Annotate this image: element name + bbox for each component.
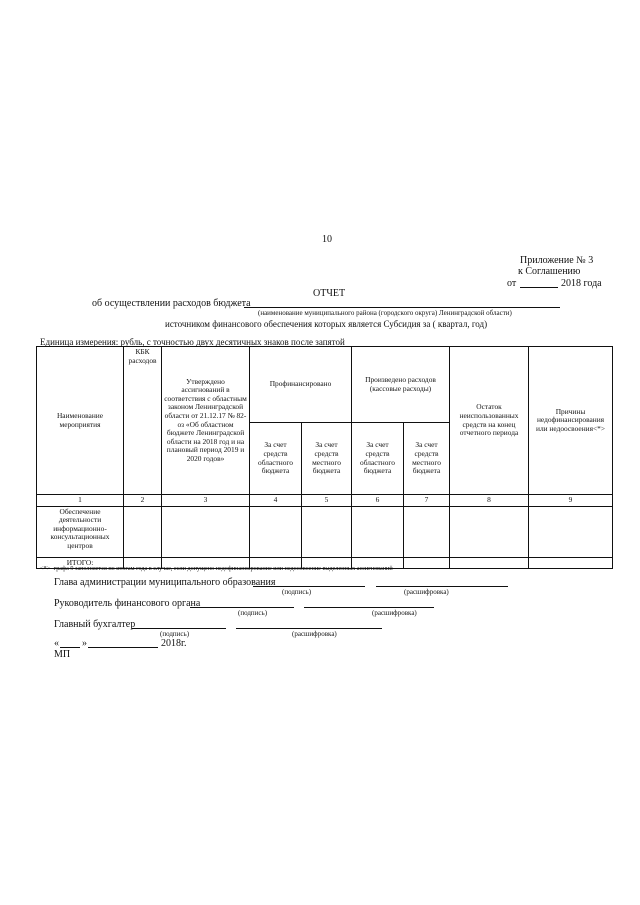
col-number: 2 <box>124 495 162 507</box>
table-cell <box>302 506 352 557</box>
table-cell <box>124 506 162 557</box>
table-cell <box>450 557 529 569</box>
appendix-line2: к Соглашению <box>518 266 581 277</box>
signature-accountant-decode-line <box>236 628 382 629</box>
budget-name-line <box>244 307 560 308</box>
appendix-date-prefix: от <box>507 278 517 289</box>
table-cell <box>162 506 250 557</box>
header-financed: Профинансировано <box>250 347 352 423</box>
col-number: 6 <box>352 495 404 507</box>
date-month-line <box>88 647 158 648</box>
header-spent-regional: За счет средств областного бюджета <box>352 423 404 495</box>
col-number: 3 <box>162 495 250 507</box>
signature-head-decode-line <box>376 586 508 587</box>
header-financed-regional: За счет средств областного бюджета <box>250 423 302 495</box>
signature-finance-label: Руководитель финансового органа <box>54 598 201 609</box>
budget-name-hint: (наименование муниципального района (городского округа) Ленинградской области) <box>258 309 512 317</box>
decode-hint: (расшифровка) <box>372 609 417 617</box>
report-source-line: источником финансового обеспечения которых является Субсидия за ( квартал, год) <box>165 319 488 329</box>
header-kbk: КБК расходов <box>124 347 162 495</box>
table-cell <box>450 506 529 557</box>
signature-head-line <box>253 586 365 587</box>
signature-finance-line <box>190 607 294 608</box>
header-financed-local: За счет средств местного бюджета <box>302 423 352 495</box>
col-number: 8 <box>450 495 529 507</box>
header-spent: Произведено расходов (кассовые расходы) <box>352 347 450 423</box>
signature-accountant-label: Главный бухгалтер <box>54 619 136 630</box>
report-subtitle: об осуществлении расходов бюджета <box>92 298 251 309</box>
table-row <box>37 506 613 557</box>
signature-hint: (подпись) <box>282 588 312 596</box>
report-table <box>36 346 613 569</box>
col-number: 7 <box>404 495 450 507</box>
row-name: Обеспечение деятельности информационно-консультационных центров <box>37 506 124 557</box>
table-cell <box>529 506 613 557</box>
col-number: 1 <box>37 495 124 507</box>
signature-finance-decode-line <box>304 607 434 608</box>
signature-head-label: Глава администрации муниципального образования <box>54 577 276 588</box>
signature-hint: (подпись) <box>238 609 268 617</box>
appendix-line1: Приложение № 3 <box>520 255 594 266</box>
col-number: 9 <box>529 495 613 507</box>
signature-accountant-line <box>132 628 226 629</box>
table-cell <box>404 506 450 557</box>
date-close-quote: » <box>82 638 87 649</box>
signature-hint: (подпись) <box>160 630 190 638</box>
unit-line: Единица измерения: рубль, с точностью двух десятичных знаков после запятой <box>40 337 345 347</box>
table-cell <box>529 557 613 569</box>
decode-hint: (расшифровка) <box>404 588 449 596</box>
appendix-date-suffix: 2018 года <box>561 278 602 289</box>
table-cell <box>404 557 450 569</box>
col-number: 5 <box>302 495 352 507</box>
header-approved: Утверждено ассигнований в соответствия с областным законом Ленинградской области от 21.12.17 № 82-оз «Об областном бюджете Ленинградской области на 2018 год и на плановый период 2019 и 2020 годов» <box>162 347 250 495</box>
col-number: 4 <box>250 495 302 507</box>
date-open-quote: « <box>54 638 59 649</box>
decode-hint: (расшифровка) <box>292 630 337 638</box>
date-year: 2018г. <box>161 638 187 649</box>
table-cell <box>352 506 404 557</box>
appendix-date-line <box>520 287 558 288</box>
header-reasons: Причины недофинансирования или недоосвоения<*> <box>529 347 613 495</box>
footnote: <*> -графа 9 заполняется по итогам года в случае, если допущено недофинансирование или недоосвоение выделенных ассигнований <box>40 565 393 572</box>
stamp-label: МП <box>54 649 71 660</box>
total-label: ИТОГО: <box>37 557 124 569</box>
header-balance: Остаток неиспользованных средств на конец отчетного периода <box>450 347 529 495</box>
page-number: 10 <box>322 234 332 245</box>
report-title: ОТЧЕТ <box>313 288 346 299</box>
header-name: Наименование мероприятия <box>37 347 124 495</box>
table-cell <box>250 506 302 557</box>
date-day-line <box>60 647 80 648</box>
header-spent-local: За счет средств местного бюджета <box>404 423 450 495</box>
